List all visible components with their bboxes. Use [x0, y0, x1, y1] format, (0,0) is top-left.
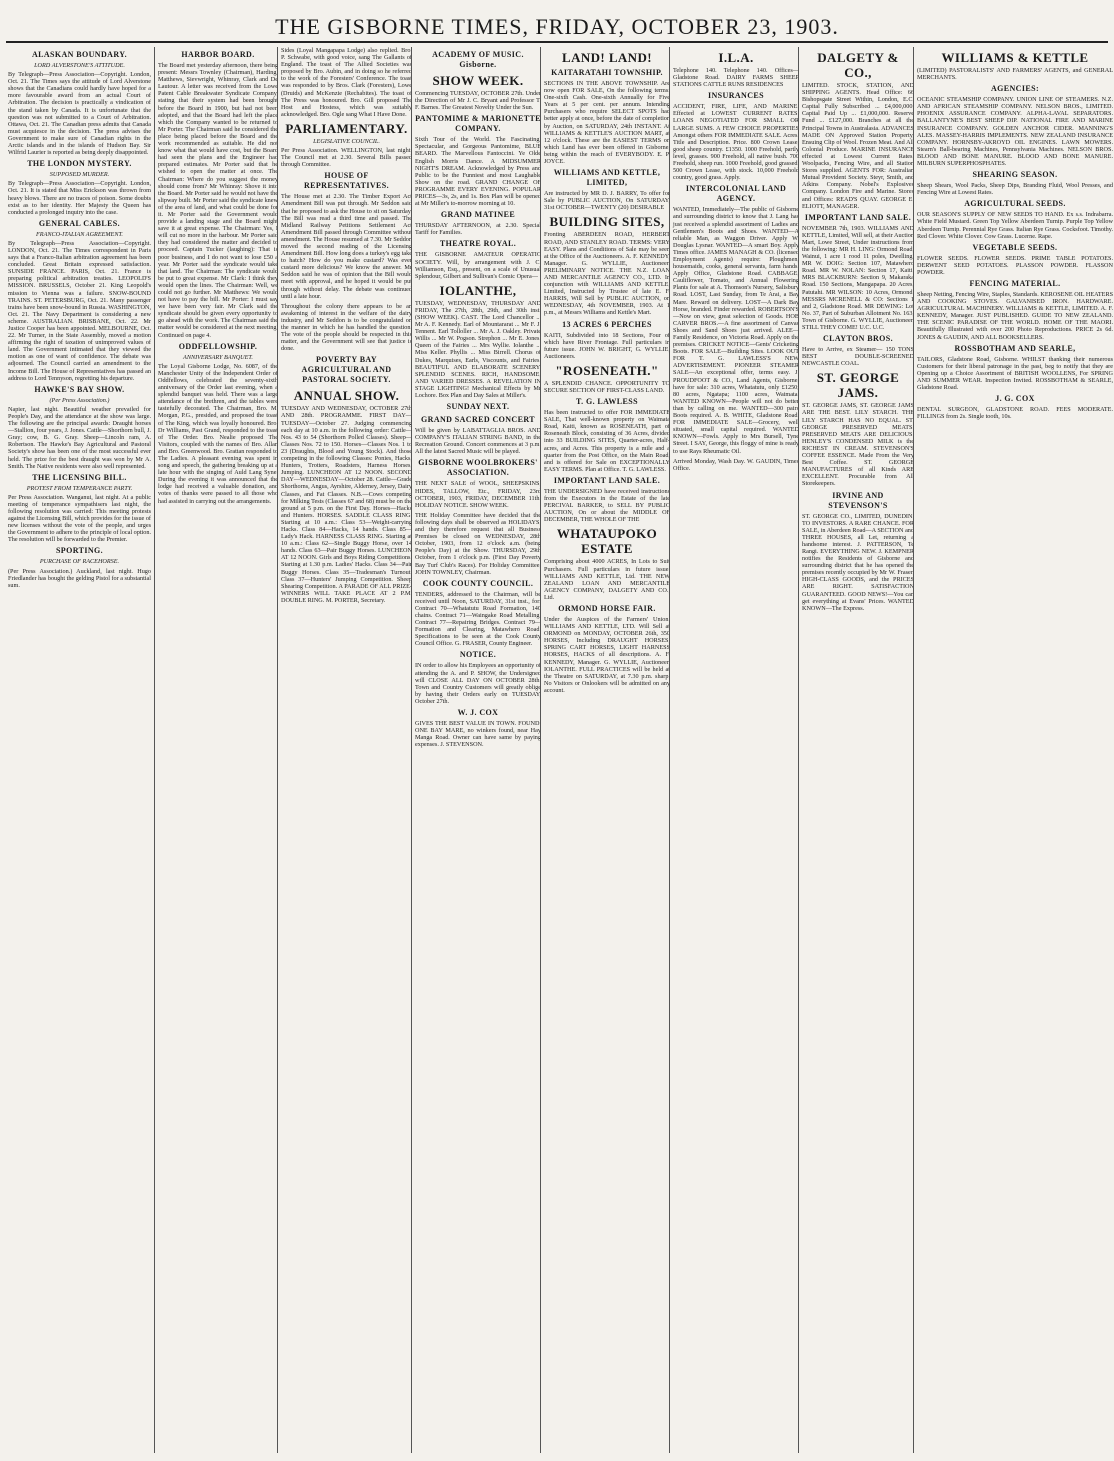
article-body: Under the Auspices of the Farmers' Union. WILLIAMS AND KETTLE, LTD. Will Sell at ORMOND on MONDAY, OCTOBER 26th, 350 HORSES, Including DRAUGHT HORSES, SPRING CART HORSES, LIGHT HARNESS HORSES, HACKS of all descriptions. A. F. KENNEDY, Manager. G. WYLLIE, Auctioneer. IOLANTHE. FULL PRACTICES will be held at the Theatre on SATURDAY, at 7.30 p.m. sharp. No Visitors or Onlookers will be admitted on any account.	[544, 615, 670, 694]
article-subheading: LORD ALVERSTONE'S ATTITUDE.	[34, 62, 125, 69]
article-body: DENTAL SURGEON, GLADSTONE ROAD. FEES MODERATE. FILLINGS from 2s. Single tooth, 10s.	[917, 406, 1113, 421]
article-subheading: SUPPOSED MURDER.	[49, 171, 110, 179]
article-body: The Board met yesterday afternoon, there being present: Messrs Townley (Chairman), Harding, Matthews, Sievwright, Whinray, Clark and De Lautour. A letter was received from the Lowe Patent Cable Breakwater Syndicate Company, stating that their system had been brought before the Board in 1900, but had not been adopted, and that the Board had left the place which the Company wanted to be returned to Mr Porter. The Chairman said he considered the place being placed before the Board and the work recommended as suitable. He did not know what that would have cost, but the Board had seen the plans and the Engineer had prepared estimates. Mr Porter said that he wished to open the matter at once. The Chairman: Where do you suggest the money should come from? Mr Whinray: Shove it into the Board. Mr Porter said he would not have the slipway built. Mr Porter said the syndicate knew of the area of land, and what could be done for it. Mr Porter said the Government would provide a landing stage and the Board might save it at great expense. The Chairman: Yes, I will cut no more in the harbour. Mr Porter said they had considered the matter and decided to proceed. Captain Tucker (laughing): That is poor business, and I do not want to lose £50 a year. Mr Porter said the syndicate would take that land. The Chairman: The syndicate would be put to great expense. Mr Clark: I think they would open the lines. The Chairman: Well, we could not go further. Mr Matthews: We would not have to pay the bill. Mr Porter: I must say we have been very fair. Mr Clark said the syndicate should be given every opportunity to go ahead with the work. The Chairman said the matter would be considered at the next meeting. Continued on page 4.	[158, 62, 278, 339]
article-heading: ALASKAN BOUNDARY.	[31, 50, 128, 59]
article-body: SECTIONS IN THE ABOVE TOWNSHIP. Are now open FOR SALE, On the following terms: One-sixth Cash. One-sixth Annually for Five Years at 5 per cent. per annum. Intending Purchasers who require SELECT SPOTS had better apply at once, before the date of completion by Auction, on SATURDAY, 24th INSTANT. At WILLIAMS & KETTLE'S AUCTION MART, at 12 o'clock. These are the EASIEST TERMS on which Land has ever been offered in Gisborne, being within the reach of EVERYBODY. E. P. JOYCE.	[544, 80, 670, 166]
article-heading: SPORTING.	[55, 546, 104, 556]
article-heading: WILLIAMS & KETTLE	[941, 50, 1089, 65]
article-heading: WILLIAMS AND KETTLE, LIMITED,	[553, 168, 661, 188]
article-heading: GRAND SACRED CONCERT	[421, 415, 535, 425]
article-heading: LAND! LAND!	[562, 50, 652, 65]
article-body: TAILORS, Gladstone Road, Gisborne. WHILST thanking their numerous Customers for their liberal patronage in the past, beg to notify that they are Opening up a Choice Assortment of BRITISH WOOLLENS, For SPRING AND SUMMER WEAR. Inspection Invited. ROSSBOTHAM & SEARLE, Gladstone Road.	[917, 355, 1113, 391]
article-heading: PANTOMIME & MARIONETTE COMPANY.	[415, 114, 541, 134]
column-1	[8, 47, 151, 1453]
article-heading: GISBORNE WOOLBROKERS' ASSOCIATION.	[418, 458, 538, 478]
article-body: Are instructed by MR D. J. BARRY, To offer for Sale by PUBLIC AUCTION, On SATURDAY, 31st OCTOBER—TWENTY (20) DESIRABLE	[544, 190, 670, 212]
article-body: Commencing TUESDAY, OCTOBER 27th. Under the Direction of Mr J. C. Bryant and Professor T. F. Barnes. The Greatest Novelty Under the Sun.	[415, 90, 541, 112]
article-heading: DALGETY & CO.,	[817, 50, 899, 80]
article-heading: AGRICULTURAL SEEDS.	[964, 199, 1066, 209]
article-heading: I.L.A.	[718, 50, 754, 65]
article-body: Comprising about 4000 ACRES, In Lots to Suit Purchasers. Full particulars in future issue. WILLIAMS AND KETTLE, Ltd. THE NEW ZEALAND LOAN AND MERCANTILE AGENCY COMPANY, DALGETY AND CO., Ltd.	[544, 558, 670, 601]
article-body: KAITI, Subdivided into 18 Sections, Four of which have River Frontage. Full particulars in future issue. JOHN W. BRIGHT, G. WYLLIE, Auctioneers.	[544, 331, 670, 360]
article-heading: HAWKE'S BAY SHOW.	[34, 384, 125, 394]
column-4	[411, 47, 541, 1453]
article-heading: POVERTY BAY AGRICULTURAL AND PASTORAL SOCIETY.	[301, 355, 392, 385]
article-body: NOVEMBER 7th, 1903. WILLIAMS AND KETTLE, Limited, Will sell, at their Auction Mart, Lowe Street, Under instructions from the following: MR H. LING: Ormond Road, Wainui, 1 acre 1 rood 11 poles, Dwelling. MR W. DOIG: Section 107, Matawhero Road. MR W. NOLAN: Section 17, Kaiti. MRS BLACKBURN: Section 9, Makaraka Road. 150 Sections, Mangapapa. 20 Acres, Patutahi. MR WILSON: 10 Acres, Ormond. MESSRS MCRENELL & CO: Sections 1 and 2, Gladstone Road. MR DEWING: Lot No. 37, Part of Suburban Allotment No. 163, Town of Gisborne. G. WYLLIE, Auctioneer. STILL THEY COME! U.C. U.C.	[802, 224, 914, 331]
article-body: GIVES THE BEST VALUE IN TOWN. FOUND. ONE BAY MARE, no winkers found, near Hay Manga Road. Owner can have same by paying expenses. J. STEVENSON.	[415, 720, 541, 749]
article-heading: KAITARATAHI TOWNSHIP.	[551, 68, 663, 77]
article-heading: IRVINE AND STEVENSON'S	[828, 490, 888, 510]
article-body: Sheep Netting, Fencing Wire, Staples, Standards. KEROSENE OIL HEATERS AND COOKING STOVES. GALVANISED IRON. HARDWARE. AGRICULTURAL MACHINERY. WILLIAMS & KETTLE, LIMITED. A. F. KENNEDY, Manager. JUST PUBLISHED. GUIDE TO NEW ZEALAND. THE SCENIC PARADISE OF THE WORLD. HOME OF THE MAORI. Beautifully Illustrated with over 200 Photo Reproductions. PRICE 2s 6d. JONES & GAUDIN, AND ALL BOOKSELLERS.	[917, 290, 1113, 341]
article-body: By Telegraph—Press Association—Copyright. LONDON, Oct. 21. The Times correspondent in Paris says that a Franco-Italian arbitration agreement has been concluded. Great Britain expressed satisfaction. SUNSIDE FRANCE. PARIS, Oct. 21. France is preparing political arbitration treaties. LEOPOLD'S MISSION. BRUSSELS, October 21. King Leopold's mission to Vienna was a failure. SNOW-BOUND TRAINS. ST. PETERSBURG, Oct. 21. Many passenger trains have been snow-bound in Russia. WASHINGTON, Oct. 21. The Navy Department is considering a new scheme. AUSTRALIAN. BRISBANE, Oct. 22. Mr Justice Cooper has been appointed. MELBOURNE, Oct. 22. Mr Turner, in the State Assembly, moved a motion affirming the right of taxation of unimproved values of land. The Government intimated that they viewed the motion as one of want of confidence. The debate was adjourned. The Council carried an amendment to the Income Bill. The House of Representatives has passed an address to Lord Tennyson, regretting his departure.	[8, 239, 151, 382]
article-heading: HOUSE OF REPRESENTATIVES.	[303, 171, 389, 191]
article-body: By Telegraph—Press Association—Copyright. London, Oct. 21. The Times says the attitude of Lord Alverstone shows that the Canadians could hardly have hoped for a more favourable award from an actual Court of Arbitration. The decision is practically a vindication of the stand taken by Canada. It is unfortunate that the question was not submitted to a Court of Arbitration. Ottawa, Oct. 21. The Canadian press admits that Canada must acquiesce in the decision. The press advises the Government to make sure of Canadian rights in the Arctic islands and in the islands of Hudson Bay. Sir Wilfrid Laurier is reported as being deeply disappointed.	[8, 71, 151, 157]
article-heading: NOTICE.	[459, 650, 497, 660]
article-body: A SPLENDID CHANCE. OPPORTUNITY TO SECURE SECTION OF FIRST-CLASS LAND.	[544, 379, 670, 394]
article-body: Per Press Association. Wanganui, last night. At a public meeting of temperance sympathisers last night, the following resolution was carried: This meeting protests against the Licensing Bill, which provides for the issue of new licenses without the vote of the people, and urges the Government to adhere to the principle of local option. The resolution will be forwarded to the Premier.	[8, 493, 151, 544]
article-heading: W. J. COX	[457, 708, 499, 717]
article-heading: INSURANCES	[707, 91, 764, 101]
article-heading: 13 ACRES 6 PERCHES	[562, 319, 652, 329]
article-heading: WHATAUPOKO ESTATE	[556, 526, 658, 557]
article-body: By Telegraph—Press Association—Copyright. London, Oct. 21. It is stated that Miss Erickson was thrown from heavy blows. There are no traces of poison. Some doubts exist as to her identity. Her Majesty the Queen has conducted a prolonged inquiry into the case.	[8, 180, 151, 216]
article-body: Sixth Tour of the World. The Fascinating, Spectacular, and Gorgeous Pantomime, BLUE BEARD. The Marvellous Fantoccini. Ye Olde English Morris Dance. A MIDSUMMER NIGHT'S DREAM. Acknowledged by Press and Public to be the Funniest and most Laughable Show on the road. GRAND CHANGE OF PROGRAMME EVERY EVENING. POPULAR PRICES—3s, 2s, and 1s. Box Plan will be opened at Mr Miller's to-morrow morning at 10.	[415, 136, 541, 208]
article-body: Telephone 140. Telephone 140. Offices—Gladstone Road. DAIRY FARMS SHEEP STATIONS CATTLE RUNS RESIDENCES	[673, 67, 799, 89]
article-body: IN order to allow his Employees an opportunity of attending the A. and P. SHOW, the Undersigned will CLOSE ALL DAY ON OCTOBER 28th. Town and Country Customers will greatly oblige by having their Orders early on TUESDAY, October 27th.	[415, 662, 541, 705]
article-heading: T. G. LAWLESS	[576, 397, 638, 407]
masthead	[0, 0, 1114, 40]
article-heading: COOK COUNTY COUNCIL.	[422, 578, 534, 588]
article-heading: ANNUAL SHOW.	[293, 388, 400, 404]
article-heading: ST. GEORGE JAMS.	[816, 370, 900, 401]
column-8	[913, 47, 1113, 1453]
article-subheading: PURCHASE OF RACEHORSE.	[39, 558, 120, 566]
masthead-title: THE GISBORNE TIMES, FRIDAY, OCTOBER 23, 1903.	[275, 14, 839, 39]
article-body: OCEANIC STEAMSHIP COMPANY. UNION LINE OF STEAMERS. N.Z. AND AFRICAN STEAMSHIP COMPANY. NELSON BROS., LIMITED. PHOENIX ASSURANCE COMPANY. ALPHA-LAVAL SEPARATORS. BALLANTYNE'S BEST SHEEP DIP. NATIONAL FIRE AND MARINE INSURANCE COMPANY. GOLDEN ANCHOR CIDER. MANNING'S ALES. MASSEY-HARRIS IMPLEMENTS. NEW ZEALAND INSURANCE COMPANY. HORNSBY-AKROYD OIL ENGINES. LAWN MOWERS. Stearn's Ball-bearing Machines, Pennsylvania Machines. NELSON BROS. BLOOD AND BONE MANURE. BLOOD AND BONE MANURE. MILBURN SUPERPHOSPHATES.	[917, 96, 1113, 168]
article-body: LIMITED. STOCK, STATION, AND SHIPPING AGENTS. Head Office: 66 Bishopsgate Street Within, London, E.C. Capital Fully Subscribed ... £4,000,000. Capital Paid Up ... £1,000,000. Reserve Fund ... £127,000. Branches at all the Principal Towns in Australasia. ADVANCES MADE ON Approved Station Property, Ensuing Clip of Wool. Frozen Meat. And All Colonial Produce. MARINE INSURANCE effected at Lowest Current Rates. Woolpacks, Fencing Wire, and all Station Stores supplied. AGENTS FOR: Australian Mutual Provident Society. Steyr, Smith, and Atkins Company. Nobel's Explosives Company. London Fire and Marine. Stores and Offices: READ'S QUAY. GEORGE E. ELIOTT, MANAGER.	[802, 82, 914, 210]
article-body: FLOWER SEEDS. FLOWER SEEDS. PRIME TABLE POTATOES. DERWENT SEED POTATOES. PLASSON POWDER. FLASSON POWDER.	[917, 254, 1113, 276]
article-body: THE Holiday Committee have decided that the following days shall be observed as HOLIDAYS, and they therefore request that all Business Premises be closed on WEDNESDAY, 28th October, 1903, from 12 o'clock a.m. (being People's Day) at the Show. THURSDAY, 29th October, from 1 o'clock p.m. (First Day Poverty Bay Turf Club's Races). For Holiday Committee, JOHN TOWNLEY, Chairman.	[415, 511, 541, 576]
article-heading: PARLIAMENTARY.	[285, 120, 408, 136]
article-body: THURSDAY AFTERNOON, at 2.30. Special Tariff for Families.	[415, 222, 541, 237]
article-body: ACCIDENT, FIRE, LIFE, AND MARINE. Effected at LOWEST CURRENT RATES. LOANS NEGOTIATED FOR SMALL OR LARGE SUMS. A FEW CHOICE PROPERTIES Amongst others FOR IMMEDIATE SALE. Acres. Title and Description. Price. 800 Crown Lease, good sheep country. £1350. 1000 Freehold, partly level, grasses. 900 Freehold, all native bush. 700 Freehold, sheep run. 1000 Freehold, good grassed. 500 Crown Lease, with stock. 10,000 Freehold country, good grass. Apply.	[673, 103, 799, 182]
article-heading: THE LICENSING BILL.	[32, 472, 127, 482]
article-heading: AGENCIES:	[990, 84, 1040, 94]
article-heading: ACADEMY OF MUSIC. Gisborne.	[432, 50, 524, 69]
article-heading: J. G. COX	[995, 394, 1035, 404]
article-heading: IMPORTANT LAND SALE.	[804, 212, 912, 222]
column-7	[798, 47, 914, 1453]
article-heading: GENERAL CABLES.	[38, 218, 121, 228]
article-body: Fronting ABERDEEN ROAD, HERBERT ROAD, AND STANLEY ROAD. TERMS: VERY EASY. Plans and Conditions of Sale may be seen at the Office of the Auctioneers. A. F. KENNEDY, Manager. G. WYLLIE, Auctioneer. PRELIMINARY NOTICE. THE N.Z. LOAN AND MERCANTILE AGENCY CO., LTD. In conjunction with WILLIAMS AND KETTLE, Limited, Instructed by Trustee of late E. F. HARRIS, Will Sell by PUBLIC AUCTION, on WEDNESDAY, 4th NOVEMBER, 1903. At 1 p.m., at Messrs Williams and Kettle's Mart.	[544, 231, 670, 317]
article-body: THE UNDERSIGNED have received instructions from the Executors in the Estate of the late PERCIVAL BARKER, to SELL BY PUBLIC AUCTION, On or about the MIDDLE OF DECEMBER, THE WHOLE OF THE	[544, 487, 670, 524]
article-body: Sides (Loyal Mangapapa Lodge) also replied. Bro. P. Schwabe, with good voice, sang The Gallants of England. The toast of The Allied Societies was proposed by Bro. Aubin, and in doing so he referred to the work of the Foresters' Conference. The toast was responded to by Bros. Clark (Foresters), Lowe (Druids) and McKenzie (Rechabites). The toast of The Press was honoured. Bro. Gill proposed The Host and Hostess, which was suitably acknowledged. Bro. Ogle sang What I Have Done.	[281, 47, 412, 118]
article-heading: ROSSBOTHAM AND SEARLE,	[954, 343, 1076, 353]
column-5	[540, 47, 670, 1453]
article-body: ST. GEORGE CO., LIMITED, DUNEDIN. TO INVESTORS. A RARE CHANCE. FOR SALE, in Aberdeen Road—A SECTION and THREE HOUSES, all Let, returning a handsome interest. J. PATTERSON, Te Rangi. EVERYTHING NEW. J. KEMPNER notifies the Residents of Gisborne and surrounding district that he has opened the premises recently occupied by Mr W. Fraser. HIGH-CLASS GOODS, and the PRICES ARE RIGHT. SATISFACTION GUARANTEED. GOOD NEWS!—You can get everything at Evans' Prices. WANTED KNOWN—The Express.	[802, 512, 914, 612]
masthead-rule	[6, 41, 1108, 43]
article-heading: VEGETABLE SEEDS.	[972, 242, 1058, 252]
article-body: Will be given by LABATTAGLIA BROS. AND COMPANY'S ITALIAN STRING BAND, in the Recreation Ground. Concert commences at 3 p.m. All the latest Sacred Music will be played.	[415, 427, 541, 456]
article-body: (LIMITED) PASTORALISTS' AND FARMERS' AGENTS, and GENERAL MERCHANTS.	[917, 67, 1113, 82]
article-heading: CLAYTON BROS.	[822, 334, 894, 344]
article-body: Has been instructed to offer FOR IMMEDIATE SALE, That well-known property on Waimata Road, Kaiti, known as ROSENEATH, part of Roseneath Block, consisting of 36 Acres, divided into 33 BUILDING SITES, Quarter-acres, Half-acres, and Acres. This property is a mile and a quarter from the Post Office, on the Main Road, and is offered for Sale on EXCEPTIONALLY EASY TERMS. Plan at Office. T. G. LAWLESS.	[544, 409, 670, 473]
article-heading: SHOW WEEK.	[432, 73, 524, 88]
article-heading: FENCING MATERIAL.	[969, 278, 1061, 288]
article-body: Napier, last night. Beautiful weather prevailed for People's Day, and the attendance at the show was large. The following are the principal awards: Draught horses—Stallion, four years, J. Jones. Cattle—Shorthorn bull, J. Gray; cow, B. G. Gray. Sheep—Lincoln ram, A. Robertson. The Hawke's Bay Agricultural and Pastoral Society's show has been one of the most successful ever held. The prize for the best draught was won by Mr A. Smith. The Native residents were also well represented.	[8, 405, 151, 470]
article-body: Arrived Monday, Wash Day. W. GAUDIN, Times Office.	[673, 457, 799, 472]
article-body: TENDERS, addressed to the Chairman, will be received until Noon, SATURDAY, 31st inst., for: Contract 70—Whatatutu Road Formation, 140 chains. Contract 71—Waingake Road Metalling. Contract 77—Repairing Bridges. Contract 79—Formation and Clearing, Matawhero Road. Specifications to be seen at the Cook County Council Office. G. FRASER, County Engineer.	[415, 590, 541, 648]
article-body: The Loyal Gisborne Lodge, No. 6087, of the Manchester Unity of the Independent Order of Oddfellows, celebrated the seventy-sixth anniversary of the Order last evening, when a splendid banquet was held. There was a large attendance of the brethren, and the tables were tastefully decorated. The Chairman, Bro. M. Morgan, P.G., presided, and proposed the toast of The King, which was loyally honoured. Bro. Dr Williams, Past Grand, responded to the toast of The Order. Bro. Nealie proposed The Visitors, coupled with the names of Bro. Allan and Bro. Greenwood. Bro. Grattan responded to The Ladies. A pleasant evening was spent in song and speech, the gathering breaking up at a late hour with the singing of Auld Lang Syne. During the evening it was announced that the lodge had received a valuable donation, and votes of thanks were passed to all those who had assisted in carrying out the arrangements.	[158, 362, 278, 505]
article-subheading: ANNIVERSARY BANQUET.	[183, 353, 253, 361]
article-body: TUESDAY AND WEDNESDAY, OCTOBER 27th AND 28th. PROGRAMME. FIRST DAY—TUESDAY—October 27. Judging commencing each day at 10 a.m. in the following order: Cattle—Nos. 43 to 54 (Shorthorn Polled Classes). Sheep—Classes Nos. 72 to 150. Horses—Classes Nos. 1 to 23 (Draughts, Blood and Young Stock). And those competing in the following Classes: Ponies, Hacks, Hunters, Trotters, Roadsters, Harness Horses, Jumping. LUNCHEON AT 12 NOON. SECOND DAY—WEDNESDAY—October 28. Cattle—Grade Shorthorns, Angus, Ayrshire, Alderney, Jersey, Dairy Classes, and Fat Classes. N.B.—Cows competing for Milking Tests (Classes 67 and 68) must be on the ground at 5 p.m. on the First Day. Horses—Hacks and Hunters. HORSES. SADDLE CLASS RING. Starting at 10 a.m.: Class 53—Weight-carrying Hacks. Class 84—Hacks, 14 hands. Class 85—Lady's Hack. HARNESS CLASS RING. Starting at 10 a.m.: Class 62—Single Buggy Horse, over 14 hands. Class 63—Pair Buggy Horses. LUNCHEON AT 12 NOON. Girls and Boys Riding Competitions. Starting at 1.30 p.m. Ladies' Hacks. Class 34—Pair Buggy Horses. Class 35—Tradesman's Turnout. Class 37—Hunters' Jumping Competition. Sheep Shearing Competition. A PARADE OF ALL PRIZE-WINNERS WILL TAKE PLACE AT 2 P.M. DOUBLE RING. M. PORTER, Secretary.	[281, 405, 412, 604]
article-body: THE GISBORNE AMATEUR OPERATIC SOCIETY. Will, by arrangement with J. C. Williamson, Esq., present, on a scale of Unusual Splendour, Gilbert and Sullivan's Comic Opera—	[415, 251, 541, 280]
article-body: WANTED, Immediately—The public of Gisborne and surrounding district to know that J. Lang has just received a splendid assortment of Ladies and Gentlemen's Boots and Shoes. WANTED—A reliable Man, as Waggon Driver. Apply W. Douglas Lysnar. WANTED—A smart Boy. Apply Times office. JAMES MANAGH & CO. (licensed Employment Agents) require: Ploughmen, housemaids, cooks, general servants, farm hands. Apply Office, Gladstone Road. CABBAGE, Cauliflower, Tomato, and Annual Flowering Plants for sale at A. Thomson's Nursery, Salisbury Road. LOST, Last Sunday, from Te Arai, a Bay Mare. Reward on delivery. LOST—A Dark Bay Horse, branded. Finder rewarded. ROBERTSON'S—Now on view, great selection of Goods. HOB CARVER BROS.—A fine assortment of Canvas Shoes and Sand Shoes just arrived. ALEE—Family Residence, on Victoria Road. Apply on the premises. CRICKET NOTICE—Gents' Cricketing Boots. FOR SALE—Building Sites. LOOK OUT FOR T. G. LAWLESS'S NEW ADVERTISEMENT. PIONEER STEAMER SALE—An exceptional offer, terms easy. J. PROUDFOOT & CO., Land Agents, Gisborne, have for sale: 310 acres, Whatatutu, only £1250; 80 acres, Ngatapa; 1100 acres, Waimata. WANTED KNOWN—People will not do better than by calling on me. WANTED—300 pairs Boots required. A. B. WHITE, Gladstone Road. FOR IMMEDIATE SALE—Grocery, well situated, small capital required. WANTED KNOWN—Fowls. Apply to Mrs Bursell, Tyne Street. I SAY, George, this floggy of mine is ready to use Rays Rheumatic Oil.	[673, 206, 799, 455]
article-heading: INTERCOLONIAL LAND AGENCY.	[685, 184, 787, 204]
article-body: (Per Press Association.) Auckland, last night. Hugo Friedlander has bought the gelding Pistol for a substantial sum.	[8, 567, 151, 589]
article-body: TUESDAY, WEDNESDAY, THURSDAY AND FRIDAY, The 27th, 28th, 29th, and 30th inst. (SHOW WEEK). CAST. The Lord Chancellor ... Mr A. F. Kennedy. Earl of Mountararat ... Mr F. J. Tennent. Earl Tolloller ... Mr A. J. Oakley. Private Willis ... Mr W. Pogson. Strephon ... Mr E. Jones. Queen of the Fairies ... Mrs Wyllie. Iolanthe ... Miss Keller. Phyllis ... Miss Birrell. Chorus of Dukes, Marquises, Earls, Viscounts, and Fairies. BEAUTIFUL AND ELABORATE SCENERY. SPLENDID SCENES. RICH, HANDSOME, AND VARIED DRESSES. A REVELATION IN STAGE LIGHTING! Mechanical Effects by Mr Lochore. Box Plan and Day Sales at Miller's.	[415, 299, 541, 399]
article-body: Have to Arrive, ex Steamer— 150 TONS BEST DOUBLE-SCREENED NEWCASTLE COAL.	[802, 346, 914, 368]
article-body: ST. GEORGE JAMS, ST. GEORGE JAMS ARE THE BEST. LILY STARCH. THE LILY STARCH HAS NO EQUAL. ST. GEORGE PRESERVED MEATS. PRESERVED MEATS ARE DELICIOUS. HENLEY'S CONDENSED MILK is the RICHEST IN CREAM. STEVENSON'S COFFEE ESSENCE. Made From the Very Best Coffee. ST. GEORGE MANUFACTURES of all Kinds ARE EXCELLENT. Procurable from All Storekeepers.	[802, 402, 914, 488]
article-body: THE NEXT SALE of WOOL, SHEEPSKINS, HIDES, TALLOW, Etc., FRIDAY, 23rd OCTOBER, 1903, FRIDAY, DECEMBER 11th. HOLIDAY NOTICE. SHOW WEEK.	[415, 480, 541, 509]
article-heading: THE LONDON MYSTERY.	[27, 159, 132, 169]
article-body: OUR SEASON'S SUPPLY OF NEW SEEDS TO HAND. Ex s.s. Indrabarra. White Field Mustard. Green Top Yellow Aberdeen Turnip. Purple Top Yellow Aberdeen Turnip. Perennial Rye Grass. Italian Rye Grass. Cocksfoot. Timothy. Red Clover. White Clover. Cow Grass. Lucerne. Rape.	[917, 211, 1113, 240]
article-heading: HARBOR BOARD.	[181, 50, 255, 59]
article-body: Throughout the colony there appears to be an awakening of interest in the welfare of the dairy industry, and Mr Seddon is to be congratulated on the manner in which he has handled the question. The vote of the people should be respected in this matter, and the Government will see that justice is done.	[281, 302, 412, 353]
column-6	[669, 47, 799, 1453]
article-subheading: PROTEST FROM TEMPERANCE PARTY.	[26, 484, 133, 492]
article-heading: ODDFELLOWSHIP.	[178, 341, 258, 351]
article-heading: IMPORTANT LAND SALE.	[553, 475, 661, 485]
article-body: Sheep Shears, Wool Packs, Sheep Dips, Branding Fluid, Wool Presses, and Fencing Wire at Lowest Rates.	[917, 182, 1113, 197]
article-heading: ORMOND HORSE FAIR.	[558, 603, 656, 613]
column-3	[277, 47, 412, 1453]
article-subheading: FRANCO-ITALIAN AGREEMENT.	[36, 230, 123, 238]
article-subheading: (Per Press Association.)	[49, 396, 110, 404]
article-heading: SHEARING SEASON.	[972, 170, 1058, 180]
article-subheading: LEGISLATIVE COUNCIL.	[313, 137, 380, 145]
article-heading: BUILDING SITES,	[549, 214, 665, 230]
article-body: Per Press Association. WELLINGTON, last night. The Council met at 2.30. Several Bills passed through Committee.	[281, 147, 412, 169]
column-2	[154, 47, 278, 1453]
article-heading: IOLANTHE,	[439, 282, 517, 298]
article-heading: SUNDAY NEXT.	[446, 402, 510, 412]
article-heading: GRAND MATINEE	[440, 210, 516, 220]
article-heading: "ROSENEATH."	[555, 362, 659, 378]
article-body: The House met at 2.30. The Timber Export Act Amendment Bill was put through. Mr Seddon said that he proposed to ask the House to sit on Saturday. The Bill was read a third time and passed. The Midland Railway Petitions Settlement Act Amendment Bill passed through Committee without amendment. The House resumed at 7.30. Mr Seddon moved the second reading of the Licensing Amendment Bill. How long does a turkey's egg take to hatch? How do you make custard? Was ever custard more delicious? We know the answer. Mr Seddon said he was of opinion that the Bill would meet with approval, and he hoped it would be put through without delay. The debate was continued until a late hour.	[281, 193, 412, 300]
article-heading: THEATRE ROYAL.	[439, 239, 517, 249]
